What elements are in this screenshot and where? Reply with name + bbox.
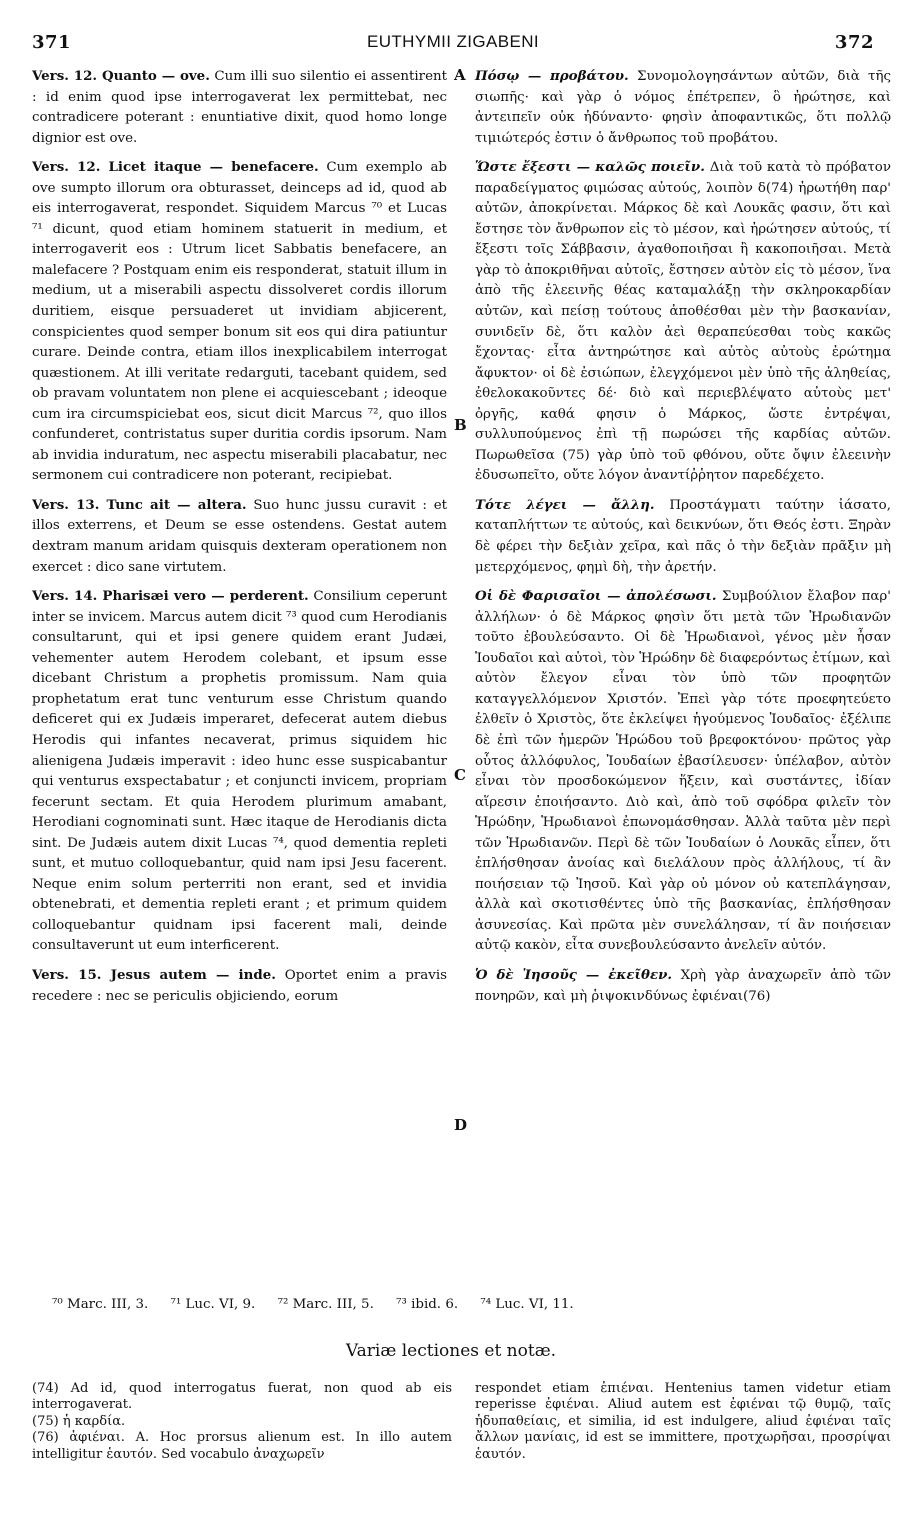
footnote-ref: ⁷¹ Luc. VI, 9. xyxy=(170,1297,256,1312)
verse-lead: Vers. 13. Tunc ait — altera. xyxy=(32,496,247,513)
paragraph-text: Cum illi suo silentio ei assentirent : id enim quod ipse interrogaverat lex permittebat, nec contradicere poterant : enuntiative dixit, quod homo longe dignior est ove. xyxy=(32,69,448,146)
note-item: (74) Ad id, quod interrogatus fuerat, non quod ab eis interrogaverat. xyxy=(32,1381,452,1413)
greek-column xyxy=(475,66,891,1015)
page-number-right: 372 xyxy=(834,32,874,53)
paragraph-text: Suo hunc jussu curavit : et illos exterrens, et Deum se esse ostendens. Gestat autem dextram manum aridam quisquis dexteram operationem non exercet : dico sane virtutem. xyxy=(32,497,448,575)
greek-paragraph xyxy=(475,495,891,578)
note-continuation: respondet etiam ἐπιέναι. Hentenius tamen videtur etiam reperisse ἐφιέναι. Aliud autem est ἐφιέναι τῷ θυμῷ, ταῖς ἡδυπαθείαις, et similia, id est indulgere, aliud ἐφιέναι ταῖς ἄλλων μανίαις, id est se immittere, προτχωρῆσαι, προσρίψαι ἑαυτόν. xyxy=(475,1381,891,1462)
notes-right xyxy=(475,1381,891,1463)
note-item: (75) ἡ καρδία. xyxy=(32,1413,126,1429)
footnote-ref: ⁷² Marc. III, 5. xyxy=(277,1297,374,1312)
latin-paragraph xyxy=(32,157,447,487)
page-header xyxy=(32,32,874,56)
footnote-ref: ⁷³ ibid. 6. xyxy=(396,1297,459,1312)
verse-lead: Vers. 12. Quanto — ove. xyxy=(32,68,210,84)
paragraph-text: Διὰ τοῦ κατὰ τὸ πρόβατον παραδείγματος φιμώσας αὐτούς, λοιπὸν δ(74) ἠρωτήθη παρ' αὐτῶν, ἀποκρίνεται. Μάρκος δὲ καὶ Λουκᾶς φασιν, ὅτι καὶ ἔστησε τὸν ἄνθρωπον εἰς τὸ μέσον, καὶ ἠρώτησεν αὐτούς, τί ἔξεστι τοῖς Σάββασιν, ἀγαθοποιῆσαι ἢ κακοποιῆσαι. Μετὰ γὰρ τὸ ἀποκριθῆναι αὐτοῖς, ἔστησεν αὐτὸν εἰς τὸ μέσον, ἵνα ἀπὸ τῆς ἐλεεινῆς θέας καταμαλάξῃ τὴν σκληροκαρδίαν αὐτῶν, καὶ πείσῃ τούτους ἀποθέσθαι μὲν τὴν βασκανίαν, συνιδεῖν δὲ, ὅτι καλὸν ἀεὶ θεραπεύεσθαι τοὺς κακῶς ἔχοντας· εἶτα ἀντηρώτησε καὶ αὐτὸς αὐτοὺς ἐρώτημα ἄφυκτον· οἱ δὲ ἐσιώπων, ἐλεγχόμενοι μὲν ὑπὸ τῆς ἀληθείας, ἐθελοκακοῦντες δέ· διὸ καὶ περιεβλέψατο αὐτοὺς μετ' ὀργῆς, καθά φησιν ὁ Μάρκος, ὥστε ἐντρέψαι, συλλυπούμενος ἐπὶ τῇ πωρώσει τῆς καρδίας αὐτῶν. Πωρωθεῖσα (75) γὰρ ὑπὸ τοῦ φθόνου, οὔτε ὄψιν ἐλεεινὴν ἐδυσωπεῖτο, οὔτε λόγον ἀναντίῤῥητον παρεδέχετο. xyxy=(475,160,891,484)
variae-heading: Variæ lectiones et notæ. xyxy=(345,1341,557,1361)
lemma-lead: Τότε λέγει — ἄλλη. xyxy=(475,496,655,513)
lemma-lead: Ὁ δὲ Ἰησοῦς — ἐκεῖθεν. xyxy=(475,966,673,983)
footnote-ref: ⁷⁴ Luc. VI, 11. xyxy=(480,1297,574,1312)
paragraph-text: Cum exemplo ab ove sumpto illorum ora obturasset, deinceps ad id, quod ab eis interrogaverat, respondet. Siquidem Marcus ⁷⁰ et Lucas ⁷¹ dicunt, quod etiam hominem statuerit in medium, et interrogaverit eos : Utrum licet Sabbatis benefacere, an malefacere ? Postquam enim eis responderat, statuit illum in medium, ut a miserabili aspectu dissolveret cordis illorum duritiem, eisque persuaderet ut invidiam abjicerent, conspicientes quod semper bonum sit eos qui dira patiuntur curare. Deinde contra, etiam illos inexplicabilem interrogat quæstionem. At illi veritate redarguti, tacebant quidem, sed ob pravam voluntatem non plene ei acquiescebant ; ideoque cum ira circumspiciebat eos, sicut dicit Marcus ⁷², quo illos confunderet, contristatus super duritia cordis ipsorum. Nam ab invidia induratum, nec aspectu miserabili placabatur, nec sermonem cui contradicere non poterant, recipiebat. xyxy=(32,160,447,484)
paragraph-text: Προστάγματι ταύτην ἰάσατο, καταπλήττων τε αὐτούς, καὶ δεικνύων, ὅτι Θεός ἐστι. Ξηρὰν δὲ φέρει τὴν δεξιὰν χεῖρα, καὶ πᾶς ὁ τὴν δεξιὰν πρᾶξιν μὴ μετερχόμενος, φημὶ δὴ, τὴν ἀρετήν. xyxy=(475,497,891,575)
greek-paragraph xyxy=(475,66,891,149)
lemma-lead: Ὥστε ἔξεστι — καλῶς ποιεῖν. xyxy=(475,159,705,176)
greek-paragraph xyxy=(475,157,891,487)
lemma-lead: Πόσῳ — προβάτου. xyxy=(475,68,629,84)
running-title: EUTHYMII ZIGABENI xyxy=(366,32,540,51)
notes-left xyxy=(32,1381,452,1463)
paragraph-text: Χρὴ γὰρ ἀναχωρεῖν ἀπὸ τῶν πονηρῶν, καὶ μὴ ῥιψοκινδύνως ἐφιέναι(76) xyxy=(475,967,891,1004)
paragraph-text: Consilium ceperunt inter se invicem. Marcus autem dicit ⁷³ quod cum Herodianis consultarunt, qui et ipsi genere quidem erant Judæi, vehementer autem Herodem colebant, et ipsum esse dicebant Christum a prophetis promissum. Nam quia prophetatum erat tunc venturum esse Christum quando deficeret qui ex Judæis imperaret, defecerat autem diebus Herodis qui infantes necaverat, primus siquidem hic alienigena Judæis imperavit : ideo hunc esse suspicabantur qui venturus exspectabatur ; et conjuncti invicem, propriam fecerunt sectam. Et quia Herodem plurimum amabant, Herodiani cognominati sunt. Hæc itaque de Herodianis dicta sint. De Judæis autem dixit Lucas ⁷⁴, quod dementia repleti sunt, et mutuo colloquebantur, quid nam ipsi Jesu facerent. Neque enim solum perterriti non erant, sed et invidia obtenebrati, et dementia repleti erant ; et primum quidem colloquebantur quidnam ipsi facerent mali, deinde consultaverunt ut eum interficerent. xyxy=(32,589,447,954)
note-item: (76) ἀφιέναι. A. Hoc prorsus alienum est. In illo autem intelligitur ἑαυτόν. Sed vocabulo ἀναχωρεῖν xyxy=(32,1430,452,1462)
paragraph-text: Oportet enim a pravis recedere : nec se periculis objiciendo, eorum xyxy=(32,967,447,1004)
section-marker-a: A xyxy=(454,66,466,84)
section-marker-b: B xyxy=(454,416,467,434)
latin-paragraph xyxy=(32,965,447,1007)
lemma-lead: Οἱ δὲ Φαρισαῖοι — ἀπολέσωσι. xyxy=(475,588,717,605)
footnote-ref: ⁷⁰ Marc. III, 3. xyxy=(52,1297,149,1312)
greek-paragraph xyxy=(475,586,891,957)
section-marker-d: D xyxy=(454,1116,468,1134)
verse-lead: Vers. 14. Pharisæi vero — perderent. xyxy=(32,588,309,605)
verse-lead: Vers. 12. Licet itaque — benefacere. xyxy=(32,159,319,176)
paragraph-text: Συνομολογησάντων αὐτῶν, διὰ τῆς σιωπῆς· καὶ γὰρ ὁ νόμος ἐπέτρεπεν, ὃ ἠρώτησε, καὶ ἀντειπεῖν οὐκ ἠδύναντο· φησὶν ἀποφαντικῶς, ὅτι πολλῷ τιμιώτερός ἐστιν ὁ ἄνθρωπος τοῦ προβάτου. xyxy=(475,69,891,146)
paragraph-text: Συμβούλιον ἔλαβον παρ' ἀλλήλων· ὁ δὲ Μάρκος φησὶν ὅτι μετὰ τῶν Ἡρωδιανῶν τοῦτο ἐβουλεύσαντο. Οἱ δὲ Ἡρωδιανοὶ, γένος μὲν ἦσαν Ἰουδαῖοι καὶ αὐτοὶ, τὸν Ἡρώδην δὲ διαφερόντως ἐτίμων, καὶ αὐτὸν ἔλεγον εἶναι τὸν ὑπὸ τῶν προφητῶν καταγγελλόμενον Χριστόν. Ἐπεὶ γὰρ τότε προεφητεύετο ἐλθεῖν ὁ Χριστὸς, ὅτε ἐκλείψει ἡγούμενος Ἰουδαῖος· ἐξέλιπε δὲ ἐπὶ τῶν ἡμερῶν Ἡρώδου τοῦ βρεφοκτόνου· πρῶτος γὰρ οὗτος ἀλλόφυλος, Ἰουδαίων ἐβασίλευσεν· ὑπέλαβον, αὐτὸν εἶναι τὸν προσδοκώμενον ἥξειν, καὶ συστάντες, ἰδίαν αἵρεσιν ἐποιήσαντο. Διὸ καὶ, ἀπὸ τοῦ σφόδρα φιλεῖν τὸν Ἡρώδην, Ἡρωδιανοὶ ἐπωνομάσθησαν. Ἀλλὰ ταῦτα μὲν περὶ τῶν Ἡρωδιανῶν. Περὶ δὲ τῶν Ἰουδαίων ὁ Λουκᾶς εἶπεν, ὅτι ἐπλήσθησαν ἀνοίας καὶ διελάλουν πρὸς ἀλλήλους, τί ἂν ποιήσειαν τῷ Ἰησοῦ. Καὶ γὰρ οὐ μόνον οὐ κατεπλάγησαν, ἀλλὰ καὶ σκοτισθέντες ὑπὸ τῆς βασκανίας, ἐπλήσθησαν ἀσυνεσίας. Καὶ πρῶτα μὲν συνελάλησαν, τί ἂν ποιήσειαν αὐτῷ κακὸν, εἶτα συνεβουλεύσαντο ἀνελεῖν αὐτόν. xyxy=(475,589,891,954)
section-marker-c: C xyxy=(454,766,466,784)
page-number-left: 371 xyxy=(32,32,72,53)
scripture-references xyxy=(52,1297,872,1312)
greek-paragraph xyxy=(475,965,891,1007)
verse-lead: Vers. 15. Jesus autem — inde. xyxy=(32,966,276,983)
latin-paragraph xyxy=(32,66,447,149)
latin-column xyxy=(32,66,447,1015)
latin-paragraph xyxy=(32,495,447,578)
latin-paragraph xyxy=(32,586,447,957)
